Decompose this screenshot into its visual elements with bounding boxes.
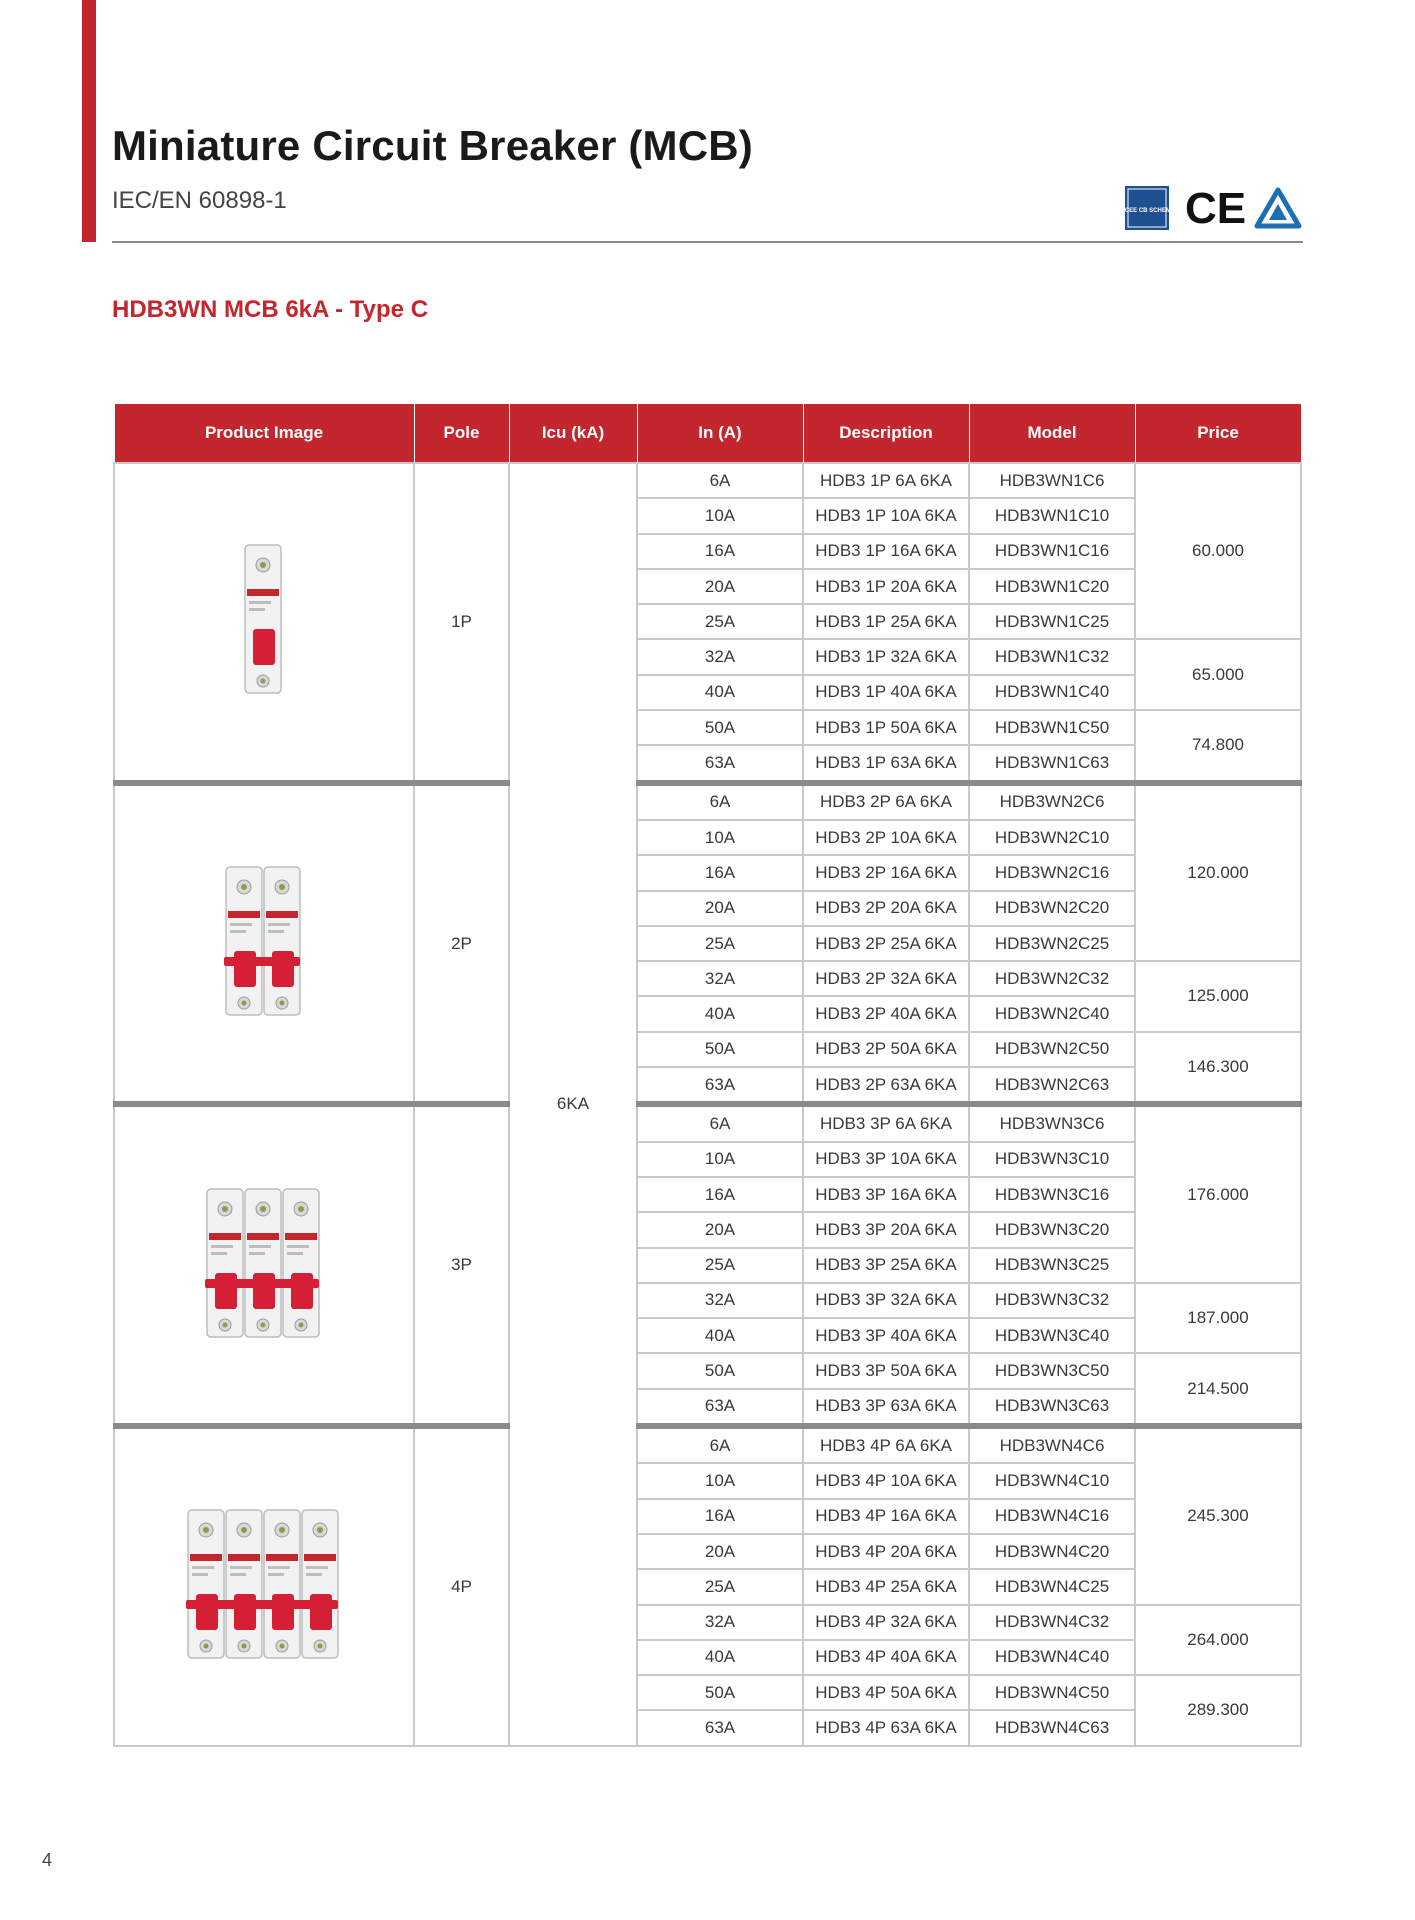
- mcb-breaker-1p-icon: [225, 539, 303, 699]
- description-cell: HDB3 4P 50A 6KA: [803, 1675, 969, 1710]
- in-cell: 40A: [637, 1640, 803, 1675]
- price-cell: 176.000: [1135, 1104, 1301, 1282]
- tuv-triangle-icon: [1255, 187, 1301, 229]
- model-cell: HDB3WN2C20: [969, 891, 1135, 926]
- model-cell: HDB3WN2C6: [969, 783, 1135, 820]
- pole-cell: 2P: [414, 783, 509, 1105]
- model-cell: HDB3WN4C50: [969, 1675, 1135, 1710]
- description-cell: HDB3 3P 63A 6KA: [803, 1389, 969, 1426]
- model-cell: HDB3WN1C50: [969, 710, 1135, 745]
- in-cell: 25A: [637, 1248, 803, 1283]
- col-header-in: In (A): [637, 404, 803, 464]
- model-cell: HDB3WN3C50: [969, 1353, 1135, 1388]
- model-cell: HDB3WN3C6: [969, 1104, 1135, 1141]
- col-header-model: Model: [969, 404, 1135, 464]
- product-image: [115, 1183, 413, 1348]
- in-cell: 50A: [637, 1353, 803, 1388]
- mcb-breaker-3p-icon: [187, 1183, 341, 1343]
- description-cell: HDB3 2P 63A 6KA: [803, 1067, 969, 1104]
- description-cell: HDB3 2P 6A 6KA: [803, 783, 969, 820]
- in-cell: 6A: [637, 1426, 803, 1463]
- product-image: [115, 1504, 413, 1669]
- in-cell: 20A: [637, 891, 803, 926]
- in-cell: 20A: [637, 1212, 803, 1247]
- product-image-cell: [114, 1104, 414, 1426]
- description-cell: HDB3 1P 25A 6KA: [803, 604, 969, 639]
- product-image-cell: [114, 463, 414, 783]
- in-cell: 20A: [637, 1534, 803, 1569]
- in-cell: 10A: [637, 498, 803, 533]
- description-cell: HDB3 2P 32A 6KA: [803, 961, 969, 996]
- model-cell: HDB3WN2C10: [969, 820, 1135, 855]
- model-cell: HDB3WN4C25: [969, 1569, 1135, 1604]
- description-cell: HDB3 1P 50A 6KA: [803, 710, 969, 745]
- product-image: [115, 539, 413, 704]
- in-cell: 63A: [637, 1710, 803, 1745]
- description-cell: HDB3 3P 20A 6KA: [803, 1212, 969, 1247]
- standard-subtitle: IEC/EN 60898-1: [112, 187, 287, 214]
- in-cell: 25A: [637, 1569, 803, 1604]
- product-image-cell: [114, 783, 414, 1105]
- accent-bar: [82, 0, 96, 242]
- description-cell: HDB3 1P 40A 6KA: [803, 675, 969, 710]
- in-cell: 16A: [637, 1499, 803, 1534]
- mcb-spec-table: [113, 403, 1302, 1747]
- description-cell: HDB3 1P 6A 6KA: [803, 463, 969, 498]
- model-cell: HDB3WN2C25: [969, 926, 1135, 961]
- description-cell: HDB3 4P 20A 6KA: [803, 1534, 969, 1569]
- iecee-logo-icon: [1119, 186, 1175, 230]
- model-cell: HDB3WN4C16: [969, 1499, 1135, 1534]
- price-cell: 120.000: [1135, 783, 1301, 961]
- model-cell: HDB3WN4C32: [969, 1605, 1135, 1640]
- in-cell: 32A: [637, 1283, 803, 1318]
- description-cell: HDB3 3P 10A 6KA: [803, 1142, 969, 1177]
- description-cell: HDB3 4P 10A 6KA: [803, 1463, 969, 1498]
- description-cell: HDB3 4P 16A 6KA: [803, 1499, 969, 1534]
- description-cell: HDB3 3P 40A 6KA: [803, 1318, 969, 1353]
- in-cell: 10A: [637, 1142, 803, 1177]
- price-cell: 65.000: [1135, 639, 1301, 710]
- ce-mark-text: CE: [1185, 184, 1247, 233]
- description-cell: HDB3 2P 40A 6KA: [803, 996, 969, 1031]
- price-cell: 74.800: [1135, 710, 1301, 783]
- table-row: [114, 783, 1301, 820]
- description-cell: HDB3 3P 6A 6KA: [803, 1104, 969, 1141]
- description-cell: HDB3 4P 63A 6KA: [803, 1710, 969, 1745]
- iecee-logo-text: IECEE CB SCHEME: [1119, 208, 1175, 214]
- model-cell: HDB3WN1C16: [969, 534, 1135, 569]
- in-cell: 25A: [637, 604, 803, 639]
- model-cell: HDB3WN1C20: [969, 569, 1135, 604]
- model-cell: HDB3WN2C63: [969, 1067, 1135, 1104]
- description-cell: HDB3 1P 32A 6KA: [803, 639, 969, 674]
- model-cell: HDB3WN2C16: [969, 855, 1135, 890]
- description-cell: HDB3 4P 6A 6KA: [803, 1426, 969, 1463]
- in-cell: 10A: [637, 1463, 803, 1498]
- description-cell: HDB3 4P 32A 6KA: [803, 1605, 969, 1640]
- description-cell: HDB3 3P 50A 6KA: [803, 1353, 969, 1388]
- model-cell: HDB3WN3C63: [969, 1389, 1135, 1426]
- col-header-description: Description: [803, 404, 969, 464]
- description-cell: HDB3 1P 20A 6KA: [803, 569, 969, 604]
- description-cell: HDB3 3P 25A 6KA: [803, 1248, 969, 1283]
- description-cell: HDB3 4P 25A 6KA: [803, 1569, 969, 1604]
- in-cell: 20A: [637, 569, 803, 604]
- table-row: [114, 1426, 1301, 1463]
- in-cell: 63A: [637, 745, 803, 782]
- in-cell: 16A: [637, 855, 803, 890]
- price-cell: 187.000: [1135, 1283, 1301, 1354]
- in-cell: 32A: [637, 1605, 803, 1640]
- product-image: [115, 861, 413, 1026]
- in-cell: 16A: [637, 1177, 803, 1212]
- price-cell: 264.000: [1135, 1605, 1301, 1676]
- description-cell: HDB3 2P 16A 6KA: [803, 855, 969, 890]
- in-cell: 25A: [637, 926, 803, 961]
- model-cell: HDB3WN3C20: [969, 1212, 1135, 1247]
- description-cell: HDB3 2P 10A 6KA: [803, 820, 969, 855]
- model-cell: HDB3WN1C10: [969, 498, 1135, 533]
- table-row: [114, 463, 1301, 498]
- model-cell: HDB3WN4C40: [969, 1640, 1135, 1675]
- model-cell: HDB3WN3C32: [969, 1283, 1135, 1318]
- in-cell: 6A: [637, 783, 803, 820]
- col-header-price: Price: [1135, 404, 1301, 464]
- pole-cell: 4P: [414, 1426, 509, 1746]
- model-cell: HDB3WN3C10: [969, 1142, 1135, 1177]
- in-cell: 63A: [637, 1067, 803, 1104]
- table-header-row: [114, 404, 1301, 464]
- mcb-breaker-2p-icon: [206, 861, 322, 1021]
- price-cell: 289.300: [1135, 1675, 1301, 1746]
- price-cell: 125.000: [1135, 961, 1301, 1032]
- pole-cell: 3P: [414, 1104, 509, 1426]
- description-cell: HDB3 3P 32A 6KA: [803, 1283, 969, 1318]
- model-cell: HDB3WN1C6: [969, 463, 1135, 498]
- price-cell: 60.000: [1135, 463, 1301, 639]
- price-cell: 245.300: [1135, 1426, 1301, 1604]
- in-cell: 50A: [637, 1032, 803, 1067]
- col-header-icu: Icu (kA): [509, 404, 637, 464]
- description-cell: HDB3 1P 63A 6KA: [803, 745, 969, 782]
- in-cell: 40A: [637, 996, 803, 1031]
- model-cell: HDB3WN1C25: [969, 604, 1135, 639]
- col-header-product-image: Product Image: [114, 404, 414, 464]
- table-row: [114, 1104, 1301, 1141]
- product-image-cell: [114, 1426, 414, 1746]
- model-cell: HDB3WN1C40: [969, 675, 1135, 710]
- page-title: Miniature Circuit Breaker (MCB): [112, 122, 753, 169]
- model-cell: HDB3WN3C25: [969, 1248, 1135, 1283]
- description-cell: HDB3 2P 50A 6KA: [803, 1032, 969, 1067]
- col-header-pole: Pole: [414, 404, 509, 464]
- description-cell: HDB3 1P 10A 6KA: [803, 498, 969, 533]
- description-cell: HDB3 2P 25A 6KA: [803, 926, 969, 961]
- certification-logos: [1119, 184, 1301, 233]
- in-cell: 10A: [637, 820, 803, 855]
- model-cell: HDB3WN4C63: [969, 1710, 1135, 1745]
- in-cell: 32A: [637, 961, 803, 996]
- in-cell: 40A: [637, 675, 803, 710]
- model-cell: HDB3WN4C6: [969, 1426, 1135, 1463]
- section-title: HDB3WN MCB 6kA - Type C: [112, 296, 429, 323]
- model-cell: HDB3WN4C20: [969, 1534, 1135, 1569]
- model-cell: HDB3WN3C16: [969, 1177, 1135, 1212]
- icu-cell: 6KA: [509, 463, 637, 1746]
- description-cell: HDB3 4P 40A 6KA: [803, 1640, 969, 1675]
- pole-cell: 1P: [414, 463, 509, 783]
- ce-mark-icon: [1185, 184, 1247, 233]
- mcb-breaker-4p-icon: [168, 1504, 360, 1664]
- in-cell: 16A: [637, 534, 803, 569]
- model-cell: HDB3WN2C40: [969, 996, 1135, 1031]
- in-cell: 40A: [637, 1318, 803, 1353]
- in-cell: 50A: [637, 710, 803, 745]
- model-cell: HDB3WN4C10: [969, 1463, 1135, 1498]
- header-divider: [112, 241, 1303, 243]
- description-cell: HDB3 2P 20A 6KA: [803, 891, 969, 926]
- in-cell: 6A: [637, 1104, 803, 1141]
- description-cell: HDB3 1P 16A 6KA: [803, 534, 969, 569]
- page-number: 4: [42, 1850, 53, 1870]
- price-cell: 146.300: [1135, 1032, 1301, 1105]
- description-cell: HDB3 3P 16A 6KA: [803, 1177, 969, 1212]
- model-cell: HDB3WN2C32: [969, 961, 1135, 996]
- model-cell: HDB3WN1C32: [969, 639, 1135, 674]
- model-cell: HDB3WN2C50: [969, 1032, 1135, 1067]
- in-cell: 6A: [637, 463, 803, 498]
- model-cell: HDB3WN3C40: [969, 1318, 1135, 1353]
- in-cell: 50A: [637, 1675, 803, 1710]
- price-cell: 214.500: [1135, 1353, 1301, 1426]
- model-cell: HDB3WN1C63: [969, 745, 1135, 782]
- in-cell: 63A: [637, 1389, 803, 1426]
- in-cell: 32A: [637, 639, 803, 674]
